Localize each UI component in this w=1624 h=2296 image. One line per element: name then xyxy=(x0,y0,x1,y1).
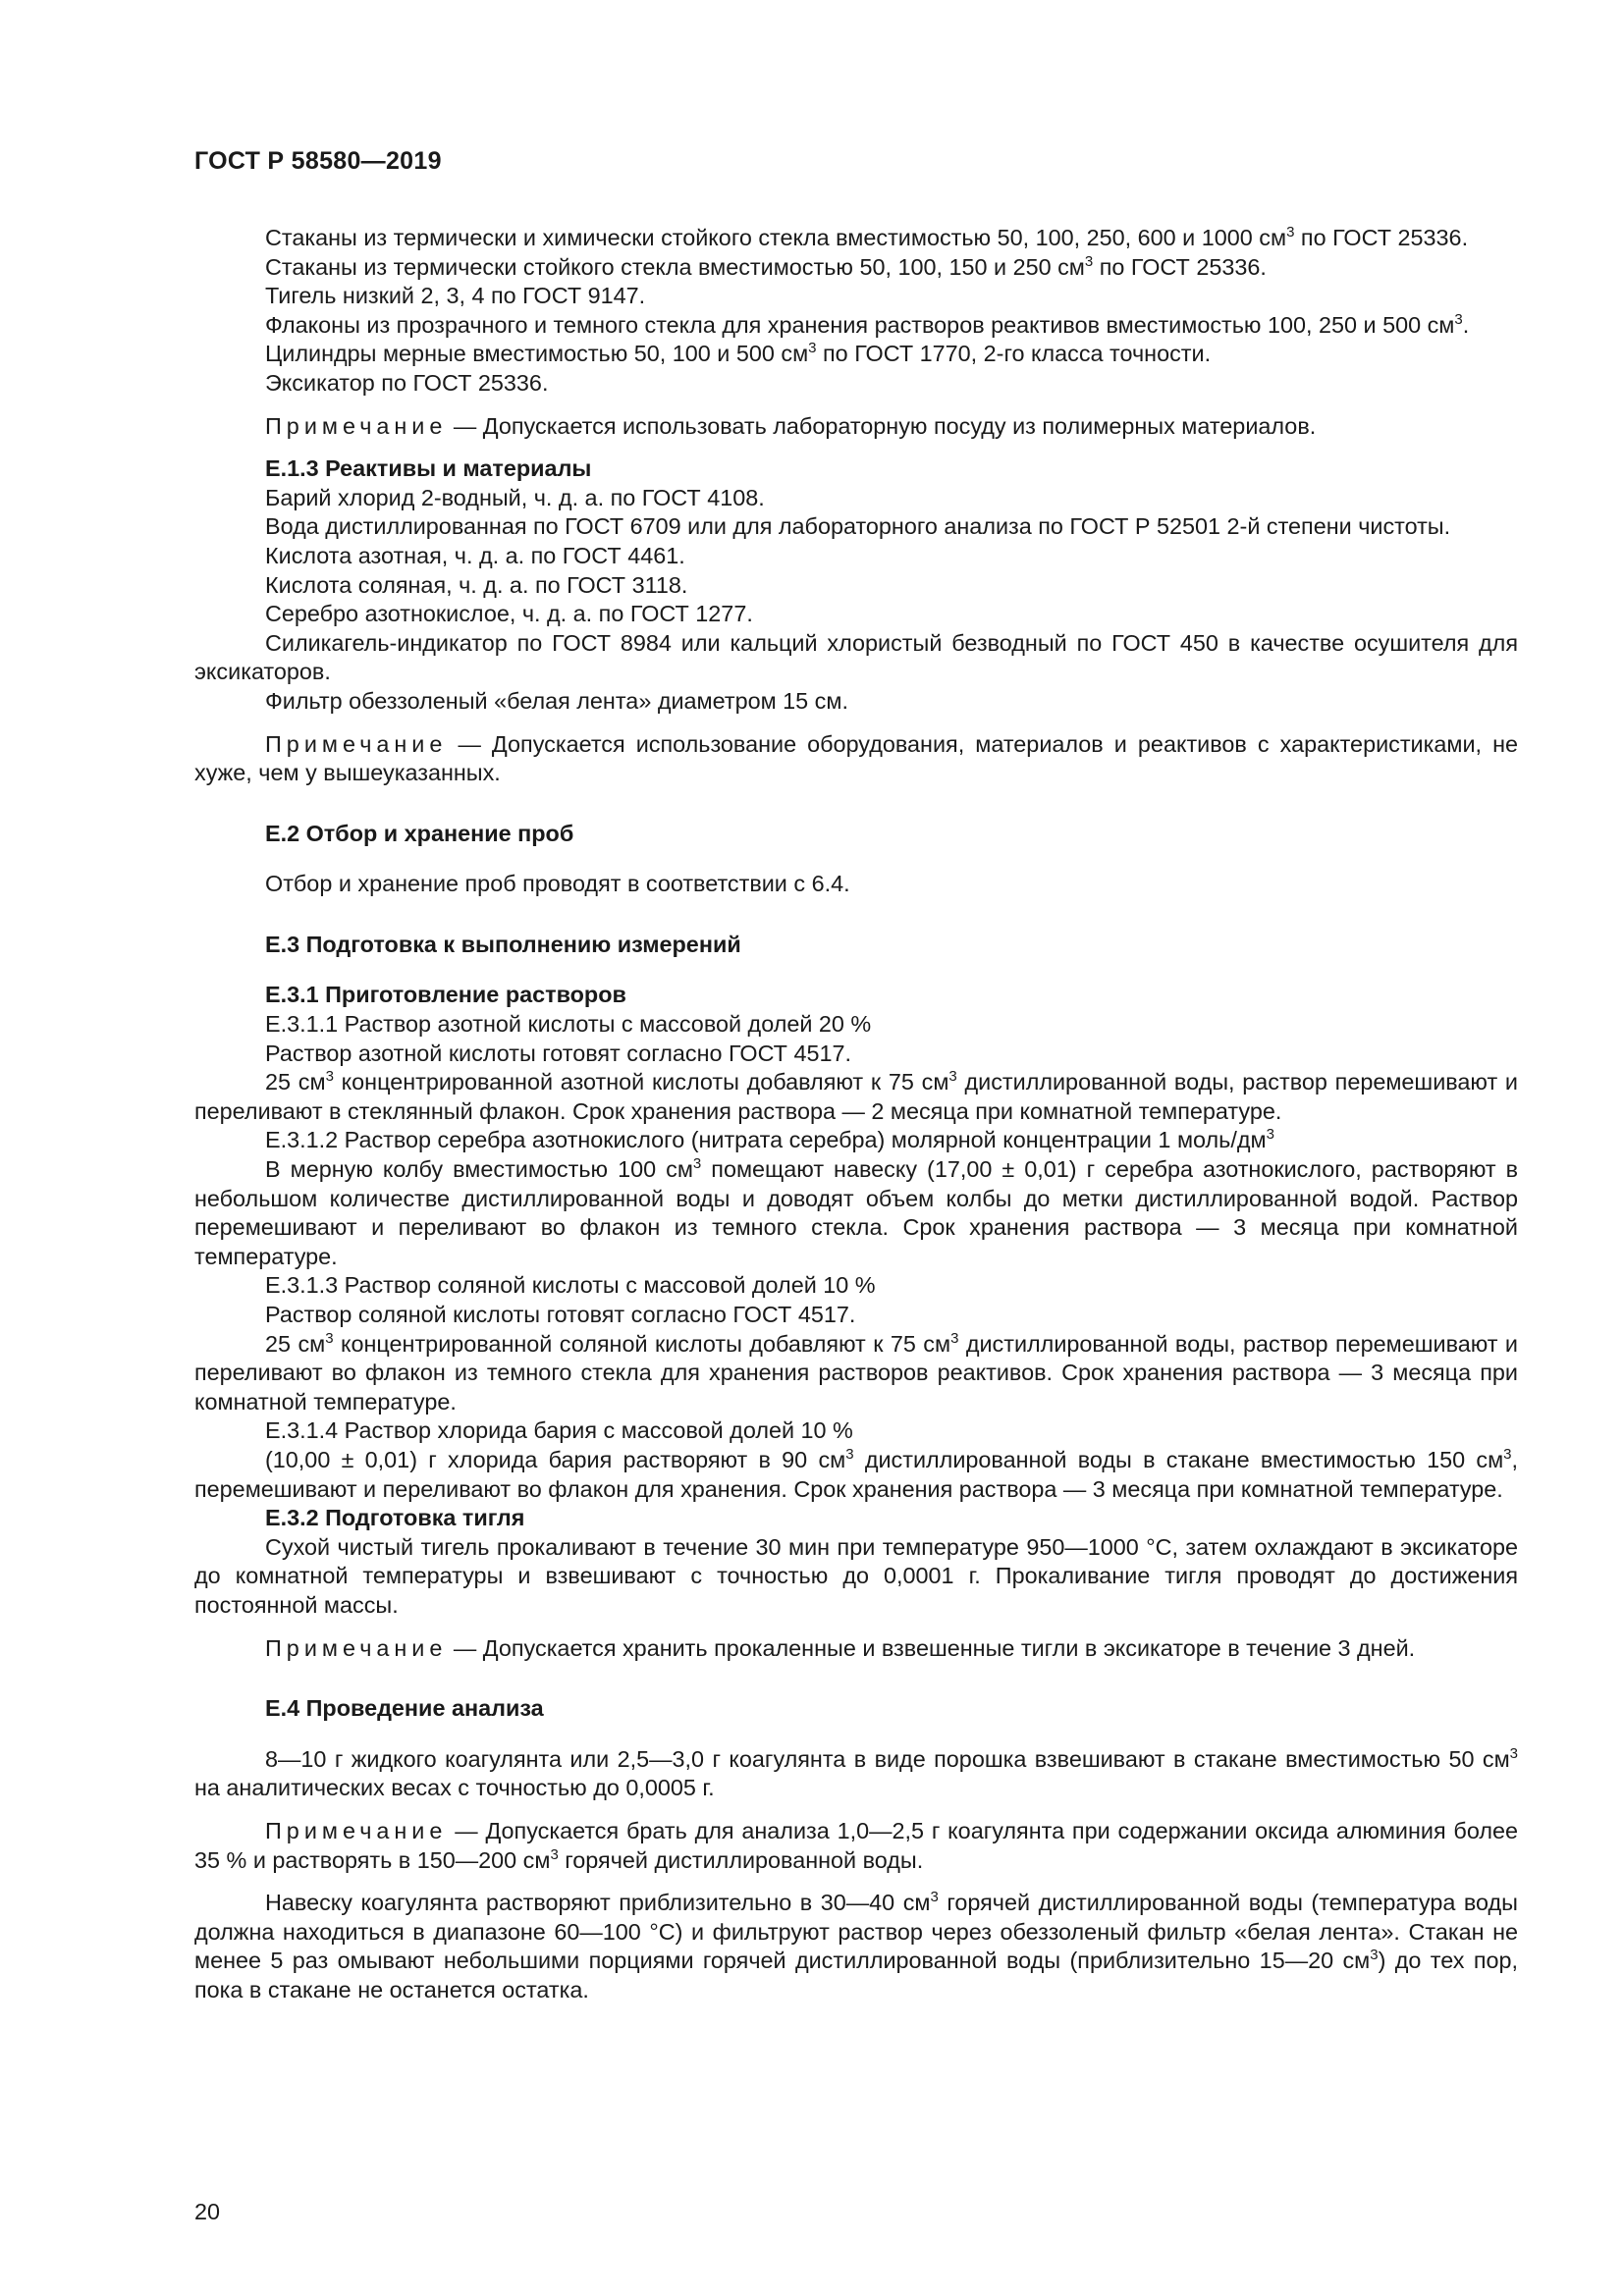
paragraph: Е.3.1.3 Раствор соляной кислоты с массовой долей 10 % xyxy=(265,1272,876,1299)
note-label: Примечание xyxy=(265,730,448,757)
reagent-item: Кислота соляная, ч. д. а. по ГОСТ 3118. xyxy=(265,571,688,598)
paragraph: В мерную колбу вместимостью 100 $см^3$ помещают навеску (17,00 ± 0,01) г серебра азотнокислого, растворяют в небольшом количестве дистиллированной воды и доводят объем колбы до метки дистиллированной водой. Раствор перемешивают и переливают во флакон из темного стекла. Срок хранения раствора — 3 месяца при комнатной температуре. xyxy=(194,1155,1519,1269)
paragraph: 25 $см^3$ концентрированной азотной кислоты добавляют к 75 $см^3$ дистиллированной воды, раствор перемешивают и переливают в стеклянный флакон. Срок хранения раствора — 2 месяца при комнатной температуре. xyxy=(194,1068,1518,1124)
note-label: Примечание xyxy=(265,1817,448,1843)
note-analysis: Примечание — Допускается брать для анализа 1,0—2,5 г коагулянта при содержании оксида алюминия более 35 % и растворять в 150—200 $см^3$ горячей дистиллированной воды. xyxy=(194,1817,1518,1873)
sampling-text: Отбор и хранение проб проводят в соответствии с 6.4. xyxy=(265,871,850,897)
equipment-item: Цилиндры мерные вместимостью 50, 100 и 500 $см^3$ по ГОСТ 1770, 2-го класса точности. xyxy=(265,340,1212,367)
paragraph: Раствор азотной кислоты готовят согласно ГОСТ 4517. xyxy=(265,1040,852,1066)
reagent-item: Серебро азотнокислое, ч. д. а. по ГОСТ 1277. xyxy=(265,601,753,627)
paragraph: Е.3.1.2 Раствор серебра азотнокислого (нитрата серебра) молярной концентрации 1 моль/$дм^3$ xyxy=(265,1126,1274,1153)
equipment-item: Флаконы из прозрачного и темного стекла для хранения растворов реактивов вместимостью 100, 250 и 500 $см^3$. xyxy=(265,310,1470,338)
document-body xyxy=(194,224,1518,2004)
reagent-item: Барий хлорид 2-водный, ч. д. а. по ГОСТ 4108. xyxy=(265,484,765,510)
note-label: Примечание xyxy=(265,1634,448,1661)
note-equipment: Примечание — Допускается использовать лабораторную посуду из полимерных материалов. xyxy=(265,412,1317,439)
section-heading-e32: Е.3.2 Подготовка тигля xyxy=(265,1505,525,1531)
paragraph: Е.3.1.1 Раствор азотной кислоты с массовой долей 20 % xyxy=(265,1011,872,1038)
equipment-item: Стаканы из термически стойкого стекла вместимостью 50, 100, 150 и 250 $см^3$ по ГОСТ 25336. xyxy=(265,252,1267,280)
section-heading-e31: Е.3.1 Приготовление растворов xyxy=(265,982,626,1008)
section-heading-e13: Е.1.3 Реактивы и материалы xyxy=(265,455,592,482)
paragraph: Навеску коагулянта растворяют приблизительно в 30—40 $см^3$ горячей дистиллированной воды (температура воды должна находиться в диапазоне 60—100 °С) и фильтруют раствор через обеззоленый фильтр «белая лента». Стакан не менее 5 раз омывают небольшими порциями горячей дистиллированной воды (приблизительно 15—20 $см^3$) до тех пор, пока в стакане не останется остатка. xyxy=(194,1889,1518,2002)
section-heading-e4: Е.4 Проведение анализа xyxy=(265,1695,544,1722)
note-crucible: Примечание — Допускается хранить прокаленные и взвешенные тигли в эксикаторе в течение 3 дней. xyxy=(265,1634,1416,1661)
section-heading-e3: Е.3 Подготовка к выполнению измерений xyxy=(265,931,741,957)
paragraph: 8—10 г жидкого коагулянта или 2,5—3,0 г коагулянта в виде порошка взвешивают в стакане вместимостью 50 $см^3$ на аналитических весах с точностью до 0,0005 г. xyxy=(194,1744,1518,1801)
reagent-item: Силикагель-индикатор по ГОСТ 8984 или кальций хлористый безводный по ГОСТ 450 в качестве осушителя для эксикаторов. xyxy=(194,629,1518,685)
note-label: Примечание xyxy=(265,412,448,439)
equipment-item: Тигель низкий 2, 3, 4 по ГОСТ 9147. xyxy=(265,283,646,309)
paragraph: Е.3.1.4 Раствор хлорида бария с массовой долей 10 % xyxy=(265,1417,853,1444)
equipment-item: Стаканы из термически и химически стойкого стекла вместимостью 50, 100, 250, 600 и 1000 $см^3$ по ГОСТ 25336. xyxy=(265,224,1469,250)
section-heading-e2: Е.2 Отбор и хранение проб xyxy=(265,820,574,846)
paragraph: (10,00 ± 0,01) г хлорида бария растворяют в 90 $см^3$ дистиллированной воды в стакане вместимостью 150 $см^3$, перемешивают и переливают во флакон для хранения. Срок хранения раствора — 3 месяца при комнатной температуре. xyxy=(194,1445,1518,1502)
reagent-item: Вода дистиллированная по ГОСТ 6709 или для лабораторного анализа по ГОСТ Р 52501 2-й степени чистоты. xyxy=(265,513,1451,540)
page-number: 20 xyxy=(194,2199,221,2224)
document-header: ГОСТ Р 58580—2019 xyxy=(194,147,442,175)
equipment-item: Эксикатор по ГОСТ 25336. xyxy=(265,369,549,396)
reagent-item: Кислота азотная, ч. д. а. по ГОСТ 4461. xyxy=(265,542,685,568)
paragraph: 25 $см^3$ концентрированной соляной кислоты добавляют к 75 $см^3$ дистиллированной воды, раствор перемешивают и переливают во флакон из темного стекла для хранения растворов реактивов. Срок хранения раствора — 3 месяца при комнатной температуре. xyxy=(194,1329,1518,1415)
note-reagents: Примечание — Допускается использование оборудования, материалов и реактивов с характеристиками, не хуже, чем у вышеуказанных. xyxy=(194,730,1519,786)
paragraph: Сухой чистый тигель прокаливают в течение 30 мин при температуре 950—1000 °С, затем охлаждают в эксикаторе до комнатной температуры и взвешивают с точностью до 0,0001 г. Прокаливание тигля проводят до достижения постоянной массы. xyxy=(194,1533,1518,1618)
paragraph: Раствор соляной кислоты готовят согласно ГОСТ 4517. xyxy=(265,1302,856,1327)
reagent-item: Фильтр обеззоленый «белая лента» диаметром 15 см. xyxy=(265,687,848,714)
